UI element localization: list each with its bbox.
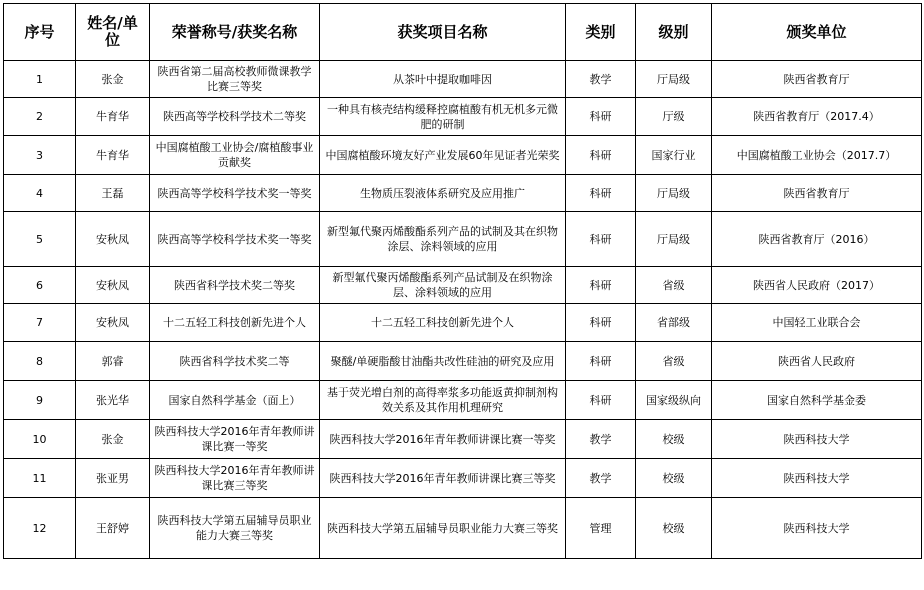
cell-name: 王舒婷 [76,498,150,559]
cell-category: 教学 [566,459,636,498]
cell-project: 聚醚/单硬脂酸甘油酯共改性硅油的研究及应用 [320,342,566,381]
cell-org: 中国腐植酸工业协会（2017.7） [712,136,922,175]
cell-level: 省部级 [636,304,712,342]
header-org: 颁奖单位 [712,4,922,61]
header-index: 序号 [4,4,76,61]
cell-org: 陕西省教育厅 [712,175,922,212]
cell-title: 陕西省科学技术奖二等奖 [150,267,320,304]
cell-name: 牛育华 [76,98,150,136]
cell-project: 新型氟代聚丙烯酸酯系列产品试制及在织物涂层、涂料领域的应用 [320,267,566,304]
cell-org: 陕西省教育厅 [712,61,922,98]
table-row [4,459,922,498]
cell-title: 国家自然科学基金（面上） [150,381,320,420]
cell-category: 科研 [566,212,636,267]
cell-category: 教学 [566,61,636,98]
cell-level: 厅局级 [636,175,712,212]
cell-project: 中国腐植酸环境友好产业发展60年见证者光荣奖 [320,136,566,175]
cell-org: 陕西科技大学 [712,459,922,498]
cell-index: 9 [4,381,76,420]
cell-name: 张金 [76,420,150,459]
cell-org: 陕西科技大学 [712,498,922,559]
cell-index: 12 [4,498,76,559]
cell-level: 国家级纵向 [636,381,712,420]
cell-name: 安秋凤 [76,212,150,267]
cell-org: 陕西省教育厅（2016） [712,212,922,267]
cell-name: 张金 [76,61,150,98]
header-name: 姓名/单位 [76,4,150,61]
cell-project: 从茶叶中提取咖啡因 [320,61,566,98]
cell-project: 陕西科技大学第五届辅导员职业能力大赛三等奖 [320,498,566,559]
cell-index: 1 [4,61,76,98]
cell-index: 4 [4,175,76,212]
cell-title: 中国腐植酸工业协会/腐植酸事业贡献奖 [150,136,320,175]
cell-category: 科研 [566,175,636,212]
cell-project: 陕西科技大学2016年青年教师讲课比赛一等奖 [320,420,566,459]
cell-level: 校级 [636,459,712,498]
cell-name: 安秋凤 [76,304,150,342]
table-row [4,212,922,267]
cell-index: 5 [4,212,76,267]
cell-org: 陕西省人民政府（2017） [712,267,922,304]
cell-level: 校级 [636,420,712,459]
cell-title: 陕西高等学校科学技术奖一等奖 [150,175,320,212]
cell-project: 新型氟代聚丙烯酸酯系列产品的试制及其在织物涂层、涂料领域的应用 [320,212,566,267]
cell-name: 郭睿 [76,342,150,381]
cell-title: 陕西科技大学2016年青年教师讲课比赛三等奖 [150,459,320,498]
cell-level: 国家行业 [636,136,712,175]
cell-org: 陕西省人民政府 [712,342,922,381]
cell-project: 基于荧光增白剂的高得率浆多功能返黄抑制剂构效关系及其作用机理研究 [320,381,566,420]
cell-index: 2 [4,98,76,136]
cell-org: 陕西科技大学 [712,420,922,459]
cell-title: 陕西科技大学第五届辅导员职业能力大赛三等奖 [150,498,320,559]
cell-project: 陕西科技大学2016年青年教师讲课比赛三等奖 [320,459,566,498]
table-row [4,267,922,304]
cell-project: 一种具有核壳结构缓释控腐植酸有机无机多元微肥的研制 [320,98,566,136]
cell-category: 教学 [566,420,636,459]
cell-index: 7 [4,304,76,342]
cell-index: 11 [4,459,76,498]
cell-level: 省级 [636,267,712,304]
header-row [4,4,922,61]
cell-org: 国家自然科学基金委 [712,381,922,420]
cell-level: 厅级 [636,98,712,136]
awards-table [3,3,922,559]
table-row [4,304,922,342]
cell-level: 厅局级 [636,61,712,98]
cell-name: 安秋凤 [76,267,150,304]
cell-org: 陕西省教育厅（2017.4） [712,98,922,136]
cell-name: 张亚男 [76,459,150,498]
cell-title: 陕西省第二届高校教师微课教学比赛三等奖 [150,61,320,98]
table-row [4,420,922,459]
cell-category: 科研 [566,381,636,420]
cell-index: 6 [4,267,76,304]
cell-title: 陕西高等学校科学技术二等奖 [150,98,320,136]
cell-category: 管理 [566,498,636,559]
header-level: 级别 [636,4,712,61]
cell-category: 科研 [566,342,636,381]
table-row [4,61,922,98]
table-row [4,175,922,212]
header-category: 类别 [566,4,636,61]
header-project: 获奖项目名称 [320,4,566,61]
cell-level: 校级 [636,498,712,559]
cell-category: 科研 [566,98,636,136]
cell-project: 生物质压裂液体系研究及应用推广 [320,175,566,212]
cell-category: 科研 [566,267,636,304]
table-row [4,498,922,559]
cell-level: 省级 [636,342,712,381]
header-title: 荣誉称号/获奖名称 [150,4,320,61]
cell-name: 王磊 [76,175,150,212]
table-row [4,136,922,175]
cell-category: 科研 [566,304,636,342]
cell-index: 3 [4,136,76,175]
cell-name: 牛育华 [76,136,150,175]
cell-org: 中国轻工业联合会 [712,304,922,342]
table-row [4,381,922,420]
cell-title: 陕西科技大学2016年青年教师讲课比赛一等奖 [150,420,320,459]
cell-index: 10 [4,420,76,459]
cell-title: 十二五轻工科技创新先进个人 [150,304,320,342]
cell-project: 十二五轻工科技创新先进个人 [320,304,566,342]
cell-name: 张光华 [76,381,150,420]
table-row [4,98,922,136]
cell-title: 陕西省科学技术奖二等 [150,342,320,381]
table-row [4,342,922,381]
cell-level: 厅局级 [636,212,712,267]
cell-index: 8 [4,342,76,381]
cell-title: 陕西高等学校科学技术奖一等奖 [150,212,320,267]
cell-category: 科研 [566,136,636,175]
